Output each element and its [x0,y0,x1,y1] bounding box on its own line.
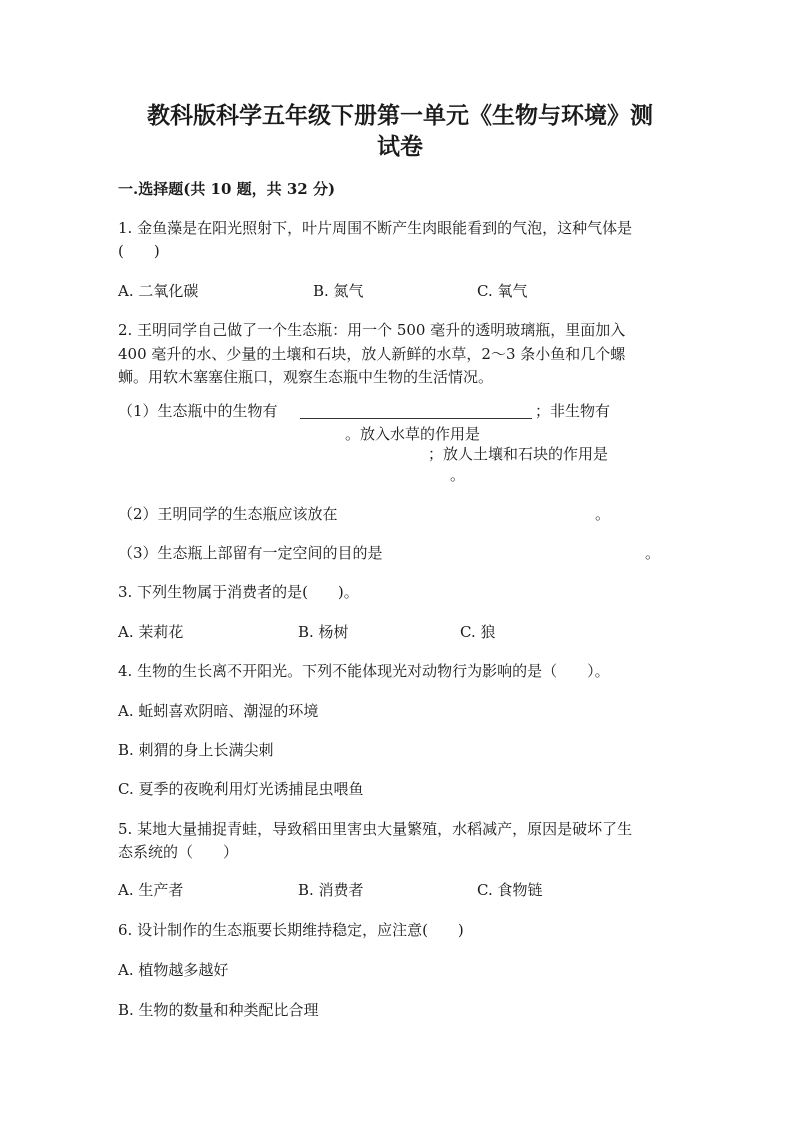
q1-stem-line1: 1. 金鱼藻是在阳光照射下，叶片周围不断产生肉眼能看到的气泡，这种气体是 [118,219,633,237]
q3-option-c: C. 狼 [460,623,496,641]
q5-option-b: B. 消费者 [298,881,364,899]
q3-stem: 3. 下列生物属于消费者的是( )。 [118,583,359,601]
q2-stem-line2: 400 毫升的水、少量的土壤和石块，放人新鲜的水草，2～3 条小鱼和几个螺 [118,345,626,363]
q2-sub2-end: 。 [595,505,611,523]
q2-sub1-end: 。 [450,466,466,484]
exam-title-line1: 教科版科学五年级下册第一单元《生物与环境》测 [147,102,653,129]
q2-stem-line3: 蛳。用软木塞塞住瓶口，观察生态瓶中生物的生活情况。 [118,368,494,386]
section-header-choice: 一.选择题(共 10 题，共 32 分) [118,180,336,198]
q4-stem: 4. 生物的生长离不开阳光。下列不能体现光对动物行为影响的是（ ）。 [118,662,610,680]
q6-option-a: A. 植物越多越好 [118,961,229,979]
q6-stem: 6. 设计制作的生态瓶要长期维持稳定，应注意( ) [118,921,464,939]
q2-sub3-end: 。 [645,544,661,562]
q3-option-b: B. 杨树 [298,623,349,641]
q2-sub1-blank-biotic[interactable] [300,418,532,419]
q4-option-b: B. 刺猬的身上长满尖刺 [118,741,274,759]
q5-option-a: A. 生产者 [118,881,184,899]
q1-option-b: B. 氮气 [313,282,364,300]
q4-option-c: C. 夏季的夜晚利用灯光诱捕昆虫喂鱼 [118,780,364,798]
q6-option-b: B. 生物的数量和种类配比合理 [118,1001,319,1019]
q4-option-a: A. 蚯蚓喜欢阴暗、潮湿的环境 [118,702,319,720]
q5-stem-line2: 态系统的（ ） [118,843,239,861]
q2-sub1-soil-role: ；放人土壤和石块的作用是 [428,445,609,463]
q2-sub1-plant-role: 。放入水草的作用是 [345,425,481,443]
q2-sub3-prefix: （3）生态瓶上部留有一定空间的目的是 [118,544,383,562]
exam-title-line2: 试卷 [377,133,423,160]
q2-stem-line1: 2. 王明同学自己做了一个生态瓶：用一个 500 毫升的透明玻璃瓶，里面加入 [118,321,626,339]
q1-stem-line2: ( ) [118,242,160,260]
q3-option-a: A. 茉莉花 [118,623,184,641]
q2-sub2-prefix: （2）王明同学的生态瓶应该放在 [118,505,338,523]
q1-option-a: A. 二氧化碳 [118,282,199,300]
q5-option-c: C. 食物链 [477,881,543,899]
q2-sub1-prefix: （1）生态瓶中的生物有 [118,402,278,420]
q1-option-c: C. 氧气 [477,282,528,300]
q5-stem-line1: 5. 某地大量捕捉青蛙，导致稻田里害虫大量繁殖，水稻减产，原因是破坏了生 [118,820,633,838]
q2-sub1-mid: ；非生物有 [535,402,611,420]
